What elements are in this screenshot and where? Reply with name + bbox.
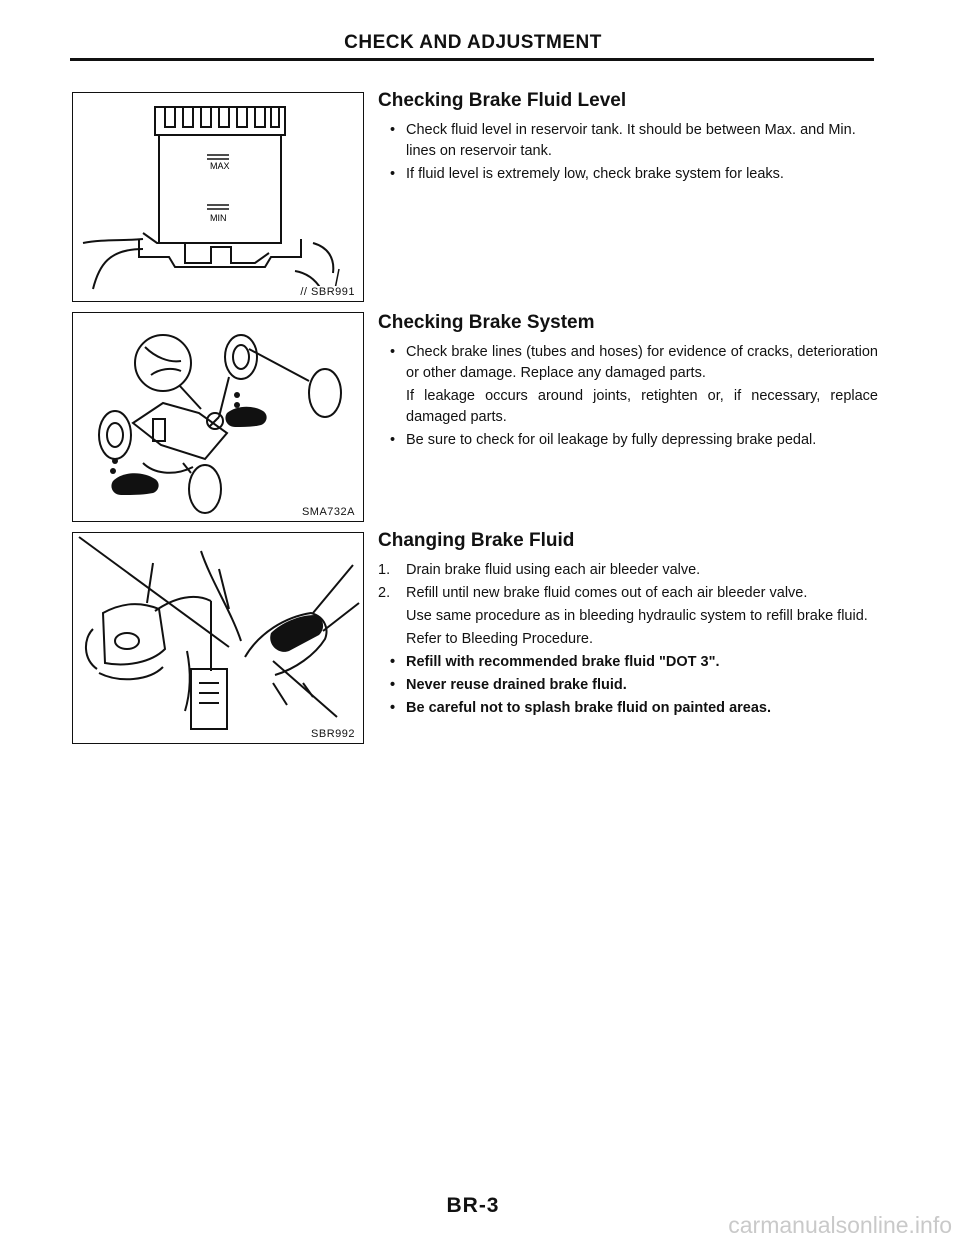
section-brake-system: [378, 312, 878, 451]
section-heading: Changing Brake Fluid: [378, 530, 575, 551]
numbered-step: [378, 560, 878, 581]
header-rule: [70, 58, 874, 61]
bullet-text: If fluid level is extremely low, check brake system for leaks.: [406, 166, 784, 182]
bullet-item: [378, 120, 878, 162]
figure-reservoir-tank: [72, 92, 364, 302]
min-label: MIN: [210, 213, 227, 223]
figure-code-group: [298, 286, 357, 298]
bullet-marker: •: [390, 677, 396, 693]
figure-code: SMA732A: [301, 506, 355, 518]
bullet-item: [378, 164, 878, 185]
bullet-text: Check fluid level in reservoir tank. It should be between Max. and Min. lines on reservoir tank.: [406, 122, 856, 159]
bullet-text: Check brake lines (tubes and hoses) for evidence of cracks, deterioration or other damage. Replace any damaged parts.: [406, 344, 878, 381]
step-note: Use same procedure as in bleeding hydraulic system to refill brake fluid.: [406, 608, 868, 624]
page-title: CHECK AND ADJUSTMENT: [344, 32, 602, 53]
step-text: Refill until new brake fluid comes out of each air bleeder valve.: [406, 585, 808, 601]
watermark: carmanualsonline.info: [728, 1212, 952, 1238]
section-heading: Checking Brake Fluid Level: [378, 90, 627, 111]
figure-code-prefix: //: [300, 286, 308, 298]
step-number: 1.: [378, 562, 391, 578]
bullet-text: Never reuse drained brake fluid.: [406, 677, 627, 693]
max-label: MAX: [210, 161, 230, 171]
bullet-text: Refill with recommended brake fluid "DOT 3".: [406, 654, 720, 670]
section-changing-fluid: [378, 530, 878, 719]
section-heading: Checking Brake System: [378, 312, 595, 333]
reservoir-tank-illustration: [73, 93, 363, 301]
section-fluid-level: [378, 90, 878, 185]
figure-bleeding: [72, 532, 364, 744]
bullet-marker: •: [390, 654, 396, 670]
step-reference: Refer to Bleeding Procedure.: [406, 631, 593, 647]
figure-code: SBR992: [311, 728, 355, 740]
bullet-marker: •: [390, 344, 396, 360]
bleeding-illustration: [73, 533, 363, 743]
step-text: Drain brake fluid using each air bleeder valve.: [406, 562, 701, 578]
step-number: 2.: [378, 585, 391, 601]
bullet-marker: •: [390, 700, 396, 716]
brake-system-illustration: [73, 313, 363, 521]
bold-bullet-item: [378, 652, 878, 673]
bullet-note: If leakage occurs around joints, retighten or, if necessary, replace damaged parts.: [406, 388, 878, 425]
page-number: BR-3: [446, 1194, 500, 1217]
bold-bullet-item: [378, 698, 878, 719]
bullet-marker: •: [390, 166, 396, 182]
numbered-step: [378, 583, 878, 604]
bold-bullet-item: [378, 675, 878, 696]
bullet-item: [378, 430, 878, 451]
bullet-text: Be sure to check for oil leakage by fully depressing brake pedal.: [406, 432, 817, 448]
figure-code: SBR991: [311, 286, 355, 298]
figure-brake-system: [72, 312, 364, 522]
bullet-text: Be careful not to splash brake fluid on painted areas.: [406, 700, 771, 716]
bullet-marker: •: [390, 122, 396, 138]
bullet-marker: •: [390, 432, 396, 448]
bullet-item: [378, 342, 878, 384]
